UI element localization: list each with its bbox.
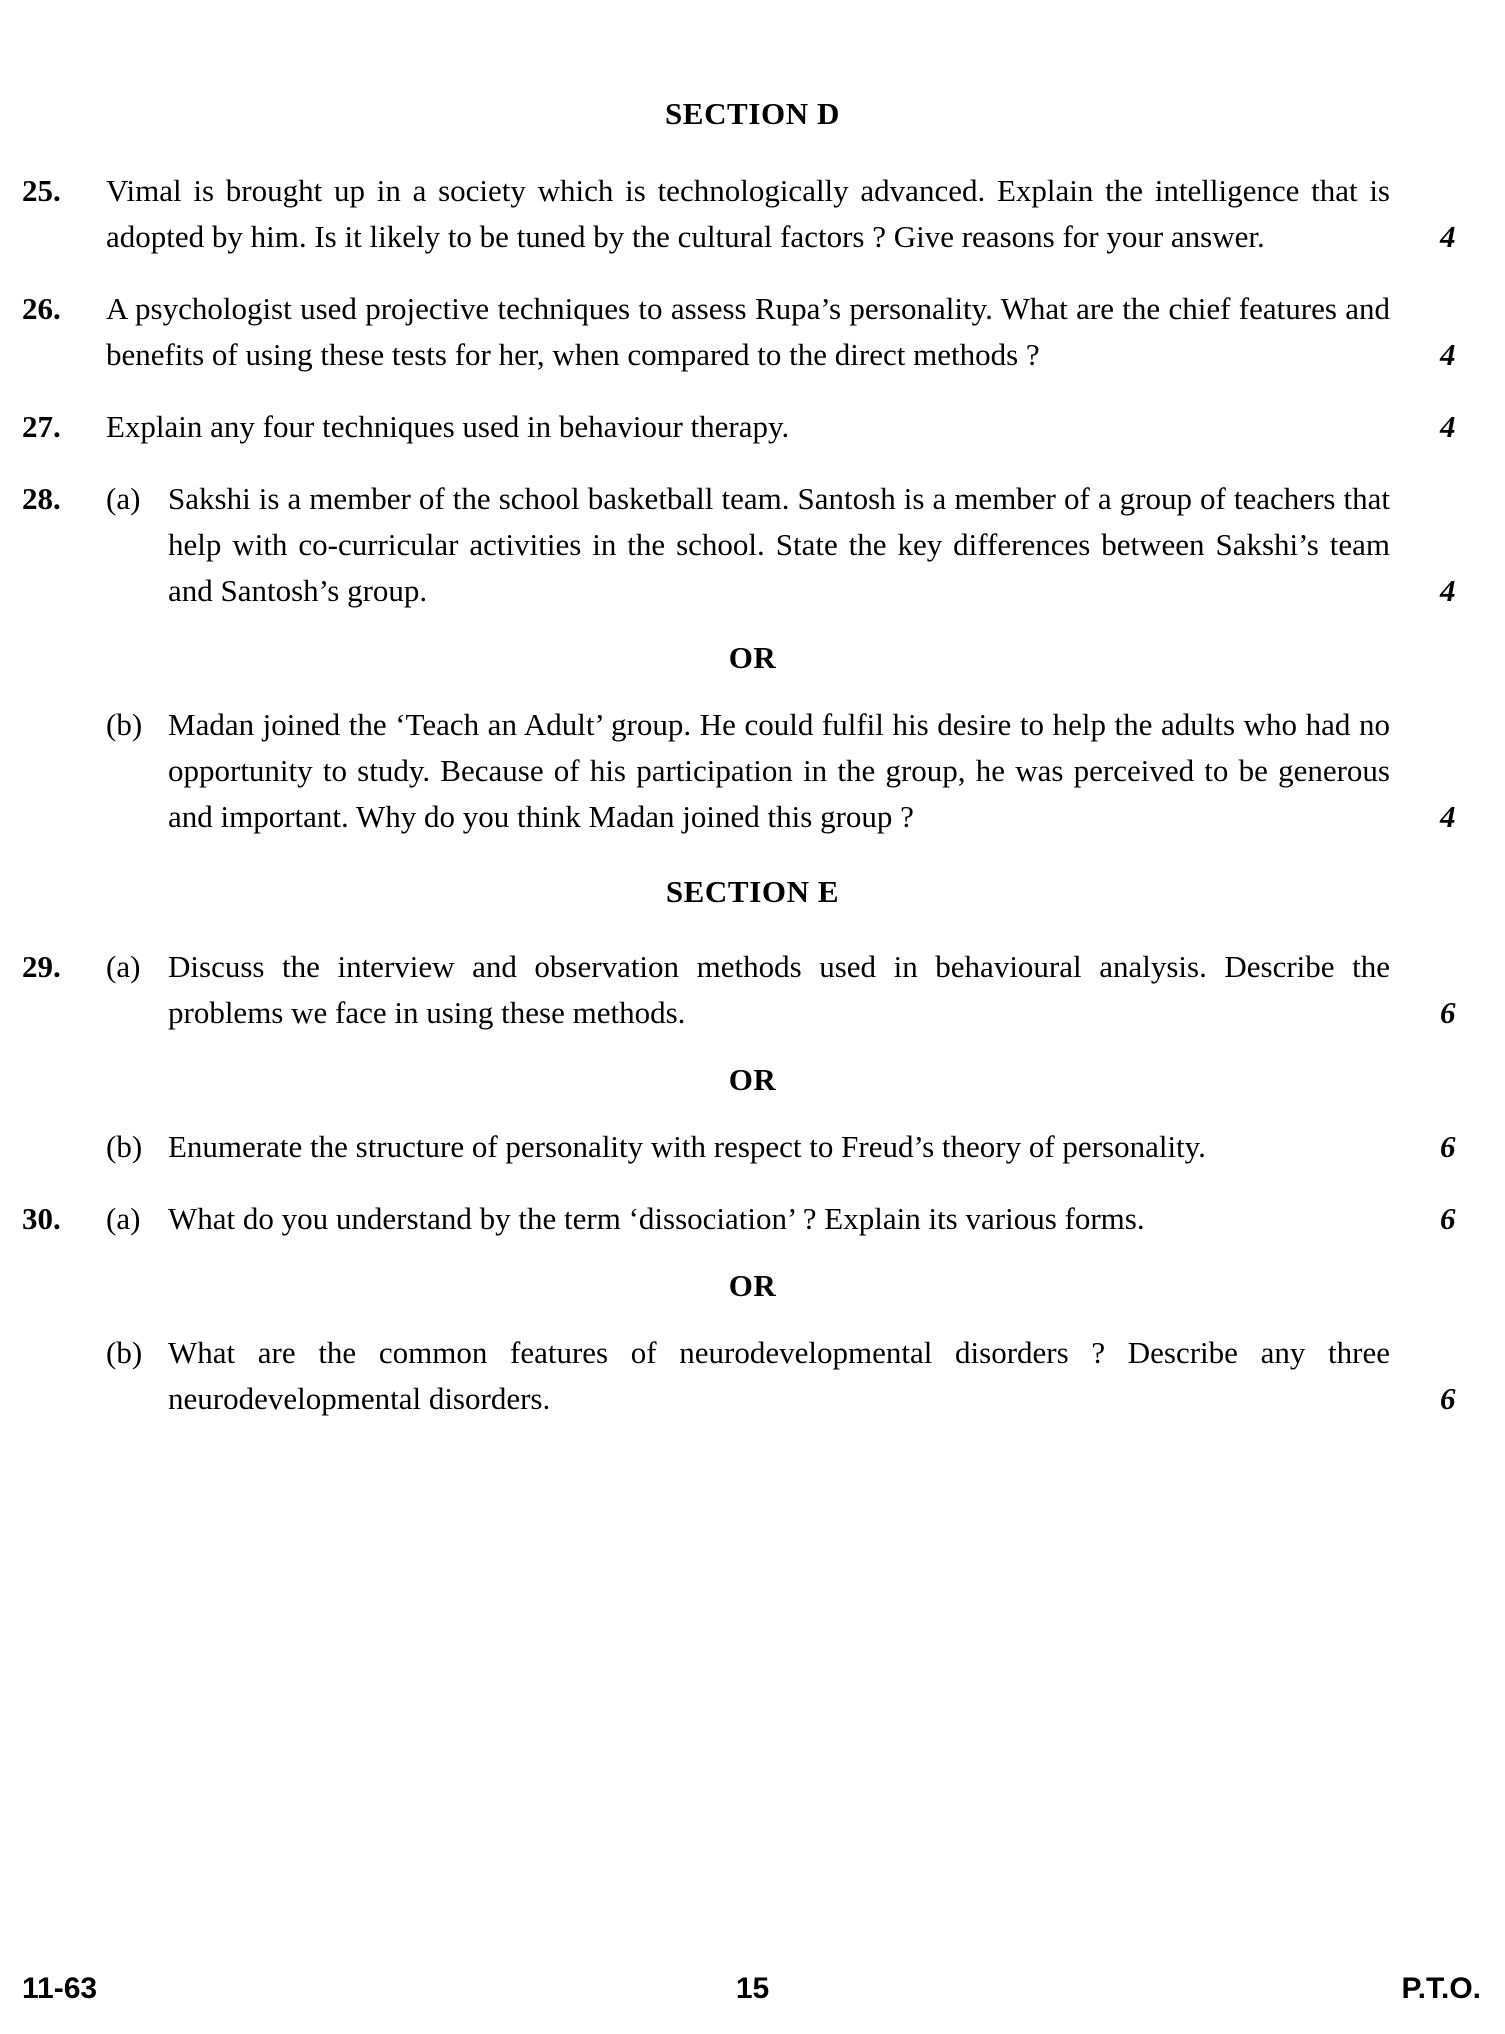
question-sublabel: (a) xyxy=(106,1201,141,1236)
question-marks: 6 xyxy=(1440,995,1456,1030)
question-row xyxy=(0,1196,1505,1242)
question-sublabel: (b) xyxy=(106,707,143,742)
page-footer xyxy=(0,1972,1505,2012)
question-text: Vimal is brought up in a society which is technologically advanced. Explain the intelligence that is adopted by him. Is it likely to be tuned by the cultural factors ? Give reasons for your answer. xyxy=(106,173,1390,254)
question-sublabel: (a) xyxy=(106,949,141,984)
question-number: 25. xyxy=(22,173,61,208)
question-text: What do you understand by the term ‘dissociation’ ? Explain its various forms. xyxy=(168,1201,1145,1236)
question-text: What are the common features of neurodevelopmental disorders ? Describe any three neurodevelopmental disorders. xyxy=(168,1335,1390,1416)
question-row xyxy=(0,168,1505,260)
question-marks: 4 xyxy=(1440,219,1456,254)
question-row xyxy=(0,1124,1505,1170)
question-row xyxy=(0,702,1505,840)
section-heading-e: SECTION E xyxy=(665,874,840,909)
question-marks: 4 xyxy=(1440,409,1456,444)
question-text: Enumerate the structure of personality with respect to Freud’s theory of personality. xyxy=(168,1129,1206,1164)
question-row xyxy=(0,404,1505,450)
question-marks: 4 xyxy=(1440,573,1456,608)
or-divider: OR xyxy=(728,640,777,675)
question-row xyxy=(0,476,1505,614)
question-number: 28. xyxy=(22,481,61,516)
question-marks: 6 xyxy=(1440,1129,1456,1164)
turn-over-label: P.T.O. xyxy=(1401,1972,1481,2005)
paper-code: 11-63 xyxy=(22,1972,98,2005)
question-sublabel: (a) xyxy=(106,481,141,516)
question-marks: 4 xyxy=(1440,799,1456,834)
or-divider: OR xyxy=(728,1268,777,1303)
question-row xyxy=(0,286,1505,378)
question-number: 27. xyxy=(22,409,61,444)
question-marks: 6 xyxy=(1440,1381,1456,1416)
question-marks: 6 xyxy=(1440,1201,1456,1236)
question-number: 30. xyxy=(22,1201,61,1236)
question-text: Discuss the interview and observation methods used in behavioural analysis. Describe the problems we face in using these methods. xyxy=(168,949,1390,1030)
question-text: Explain any four techniques used in behaviour therapy. xyxy=(106,409,790,444)
section-heading-d: SECTION D xyxy=(664,96,841,131)
page-number: 15 xyxy=(735,1972,770,2005)
question-text: Madan joined the ‘Teach an Adult’ group. He could fulfil his desire to help the adults who had no opportunity to study. Because of his participation in the group, he was perceived to be generous and important. Why do you think Madan joined this group ? xyxy=(168,707,1390,834)
question-sublabel: (b) xyxy=(106,1335,143,1370)
question-marks: 4 xyxy=(1440,337,1456,372)
question-text: A psychologist used projective techniques to assess Rupa’s personality. What are the chief features and benefits of using these tests for her, when compared to the direct methods ? xyxy=(106,291,1390,372)
question-number: 29. xyxy=(22,949,61,984)
question-number: 26. xyxy=(22,291,61,326)
question-row xyxy=(0,1330,1505,1422)
question-text: Sakshi is a member of the school basketball team. Santosh is a member of a group of teachers that help with co-curricular activities in the school. State the key differences between Sakshi’s team and Santosh’s group. xyxy=(168,481,1390,608)
question-row xyxy=(0,944,1505,1036)
question-sublabel: (b) xyxy=(106,1129,143,1164)
or-divider: OR xyxy=(728,1062,777,1097)
